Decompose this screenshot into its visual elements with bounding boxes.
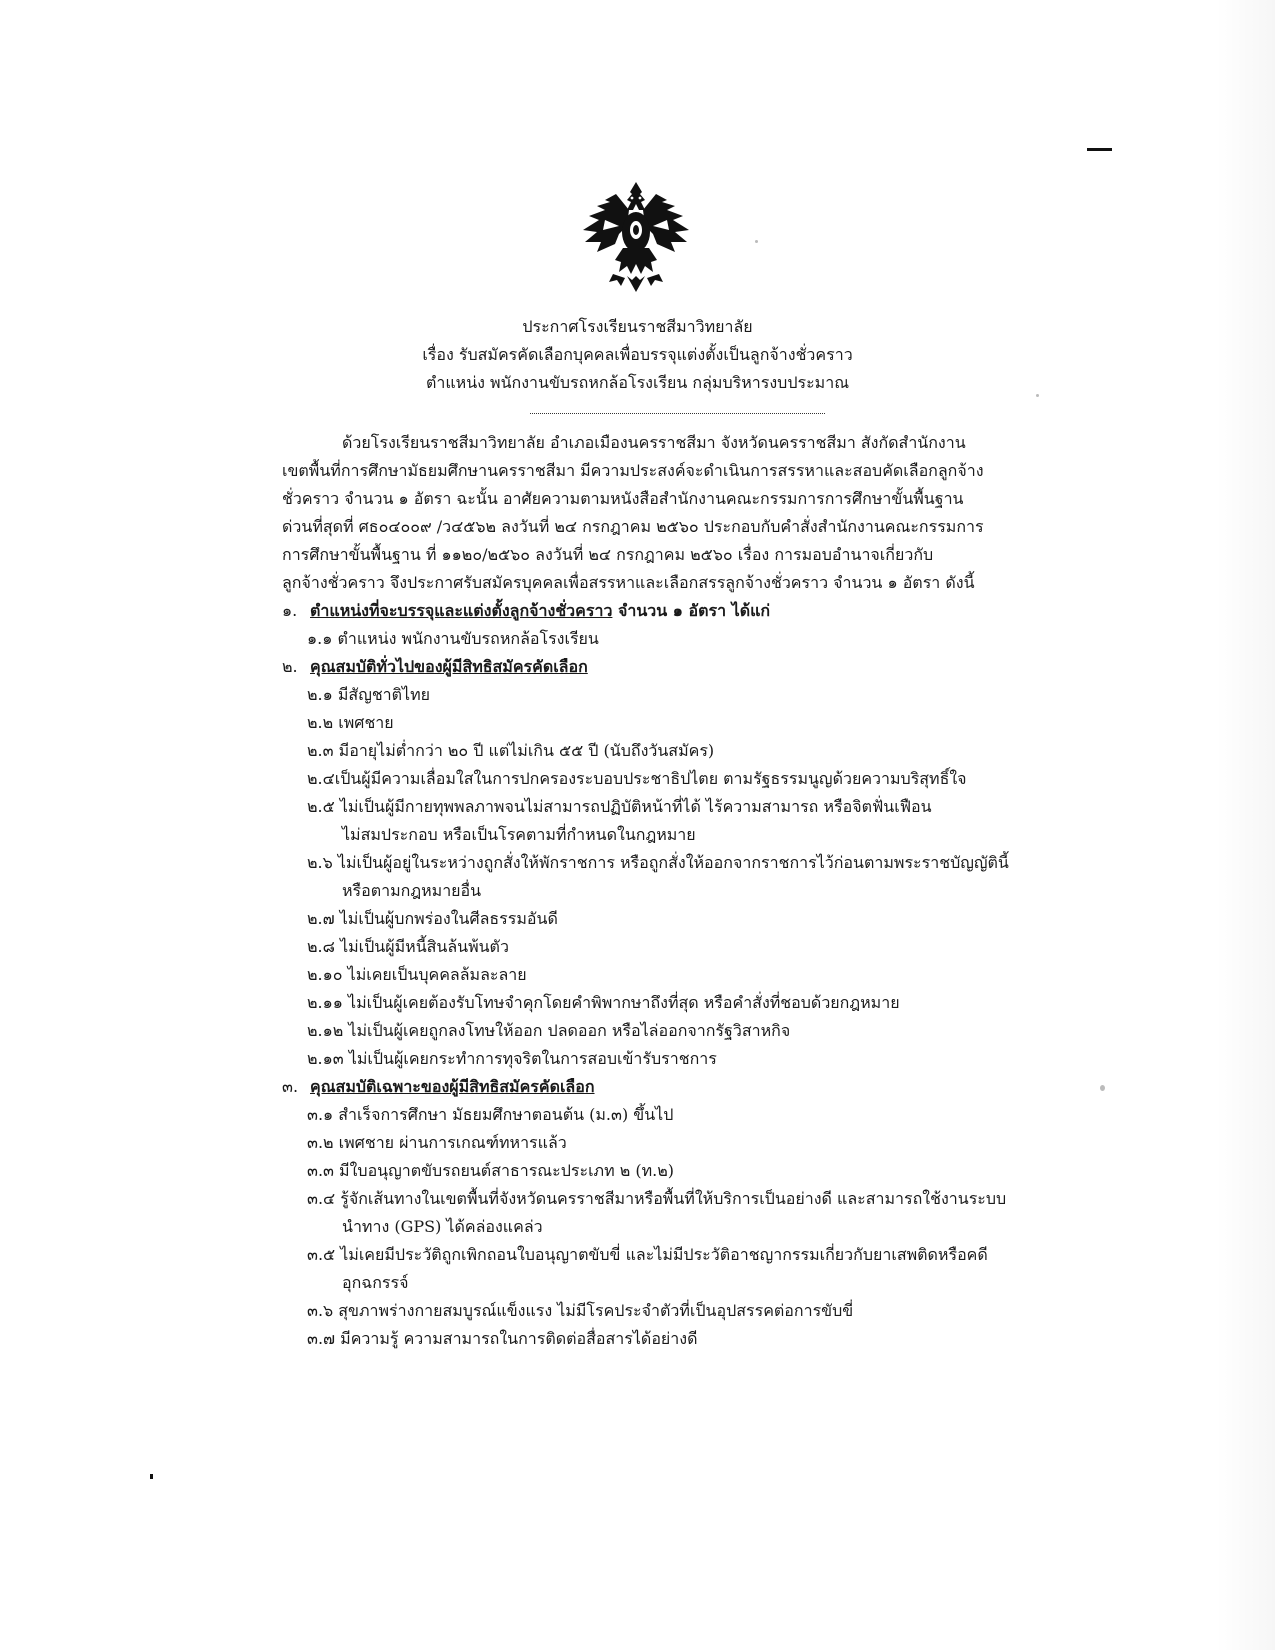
list-item: ๓.๓ มีใบอนุญาตขับรถยนต์สาธารณะประเภท ๒ (ท.๒) (307, 1161, 675, 1180)
list-item: ๒.๔เป็นผู้มีความเลื่อมใสในการปกครองระบอบประชาธิปไตย ตามรัฐธรรมนูญด้วยความบริสุทธิ์ใจ (307, 769, 967, 788)
list-item: ๒.๑๒ ไม่เป็นผู้เคยถูกลงโทษให้ออก ปลดออก หรือไล่ออกจากรัฐวิสาหกิจ (307, 1021, 791, 1040)
list-item: ๓.๒ เพศชาย ผ่านการเกณฑ์ทหารแล้ว (307, 1133, 567, 1152)
list-item: ๓.๗ มีความรู้ ความสามารถในการติดต่อสื่อสารได้อย่างดี (307, 1329, 698, 1348)
list-item: ๓.๑ สำเร็จการศึกษา มัธยมศึกษาตอนต้น (ม.๓) ขึ้นไป (307, 1105, 674, 1124)
intro-line: ชั่วคราว จำนวน ๑ อัตรา ฉะนั้น อาศัยความตามหนังสือสำนักงานคณะกรรมการการศึกษาขั้นพื้นฐาน (282, 489, 964, 508)
list-item: ๒.๓ มีอายุไม่ต่ำกว่า ๒๐ ปี แต่ไม่เกิน ๕๕ ปี (นับถึงวันสมัคร) (307, 741, 715, 760)
list-item: ๒.๒ เพศชาย (307, 713, 394, 732)
garuda-emblem-icon (575, 180, 697, 298)
intro-line: ด่วนที่สุดที่ ศธ๐๔๐๐๙ /ว๔๕๖๒ ลงวันที่ ๒๔ กรกฎาคม ๒๕๖๐ ประกอบกับคำสั่งสำนักงานคณะกรรมการ (282, 517, 984, 536)
scan-shadow (1215, 0, 1275, 1650)
section-number: ๑. (282, 601, 298, 620)
list-item-continuation: ไม่สมประกอบ หรือเป็นโรคตามที่กำหนดในกฎหมาย (342, 825, 696, 844)
section-title: คุณสมบัติเฉพาะของผู้มีสิทธิสมัครคัดเลือก (310, 1077, 595, 1096)
list-item: ๓.๖ สุขภาพร่างกายสมบูรณ์แข็งแรง ไม่มีโรคประจำตัวที่เป็นอุปสรรคต่อการขับขี่ (307, 1301, 854, 1320)
section-title: ตำแหน่งที่จะบรรจุและแต่งตั้งลูกจ้างชั่วคราว (310, 601, 613, 620)
list-item-continuation: หรือตามกฎหมายอื่น (342, 881, 482, 900)
intro-line: ด้วยโรงเรียนราชสีมาวิทยาลัย อำเภอเมืองนครราชสีมา จังหวัดนครราชสีมา สังกัดสำนักงาน (342, 433, 966, 452)
list-item: ๒.๑๐ ไม่เคยเป็นบุคคลล้มละลาย (307, 965, 527, 984)
scan-speck (755, 240, 758, 243)
section-3-heading (282, 1073, 595, 1101)
section-2-heading (282, 653, 588, 681)
list-item: ๒.๑ มีสัญชาติไทย (307, 685, 431, 704)
announcement-position: ตำแหน่ง พนักงานขับรถหกล้อโรงเรียน กลุ่มบริหารงบประมาณ (425, 373, 850, 392)
list-item: ๓.๕ ไม่เคยมีประวัติถูกเพิกถอนใบอนุญาตขับขี่ และไม่มีประวัติอาชญากรรมเกี่ยวกับยาเสพติดหรือคดี (307, 1245, 988, 1264)
scan-mark (1087, 148, 1112, 151)
list-item: ๒.๑๑ ไม่เป็นผู้เคยต้องรับโทษจำคุกโดยคำพิพากษาถึงที่สุด หรือคำสั่งที่ชอบด้วยกฎหมาย (307, 993, 900, 1012)
list-item-continuation: อุกฉกรรจ์ (342, 1273, 409, 1292)
section-title: คุณสมบัติทั่วไปของผู้มีสิทธิสมัครคัดเลือก (310, 657, 588, 676)
section-number: ๓. (282, 1077, 299, 1096)
list-item: ๒.๗ ไม่เป็นผู้บกพร่องในศีลธรรมอันดี (307, 909, 558, 928)
list-item: ๒.๘ ไม่เป็นผู้มีหนี้สินล้นพ้นตัว (307, 937, 509, 956)
intro-line: ลูกจ้างชั่วคราว จึงประกาศรับสมัครบุคคลเพื่อสรรหาและเลือกสรรลูกจ้างชั่วคราว จำนวน ๑ อัตรา ดังนี้ (282, 573, 975, 592)
list-item-continuation: นำทาง (GPS) ได้คล่องแคล่ว (342, 1217, 543, 1236)
section-1-heading (282, 597, 770, 625)
announcement-subject: เรื่อง รับสมัครคัดเลือกบุคคลเพื่อบรรจุแต่งตั้งเป็นลูกจ้างชั่วคราว (422, 345, 853, 364)
list-item: ๑.๑ ตำแหน่ง พนักงานขับรถหกล้อโรงเรียน (307, 629, 599, 648)
section-suffix: จำนวน ๑ อัตรา ได้แก่ (612, 601, 771, 620)
section-number: ๒. (282, 657, 298, 676)
scan-mark (150, 1474, 153, 1479)
list-item: ๒.๑๓ ไม่เป็นผู้เคยกระทำการทุจริตในการสอบเข้ารับราชการ (307, 1049, 717, 1068)
scan-speck (1100, 1085, 1105, 1091)
intro-line: เขตพื้นที่การศึกษามัธยมศึกษานครราชสีมา มีความประสงค์จะดำเนินการสรรหาและสอบคัดเลือกลูกจ้าง (282, 461, 984, 480)
announcement-title: ประกาศโรงเรียนราชสีมาวิทยาลัย (522, 317, 753, 336)
dotted-divider (530, 413, 825, 414)
list-item: ๒.๖ ไม่เป็นผู้อยู่ในระหว่างถูกสั่งให้พักราชการ หรือถูกสั่งให้ออกจากราชการไว้ก่อนตามพระราชบัญญัตินี้ (307, 853, 1009, 872)
list-item: ๓.๔ รู้จักเส้นทางในเขตพื้นที่จังหวัดนครราชสีมาหรือพื้นที่ให้บริการเป็นอย่างดี และสามารถใช้งานระบบ (307, 1189, 1007, 1208)
intro-line: การศึกษาขั้นพื้นฐาน ที่ ๑๑๒๐/๒๕๖๐ ลงวันที่ ๒๔ กรกฎาคม ๒๕๖๐ เรื่อง การมอบอำนาจเกี่ยวกับ (282, 545, 934, 564)
list-item: ๒.๕ ไม่เป็นผู้มีกายทุพพลภาพจนไม่สามารถปฏิบัติหน้าที่ได้ ไร้ความสามารถ หรือจิตฟั่นเฟือน (307, 797, 932, 816)
